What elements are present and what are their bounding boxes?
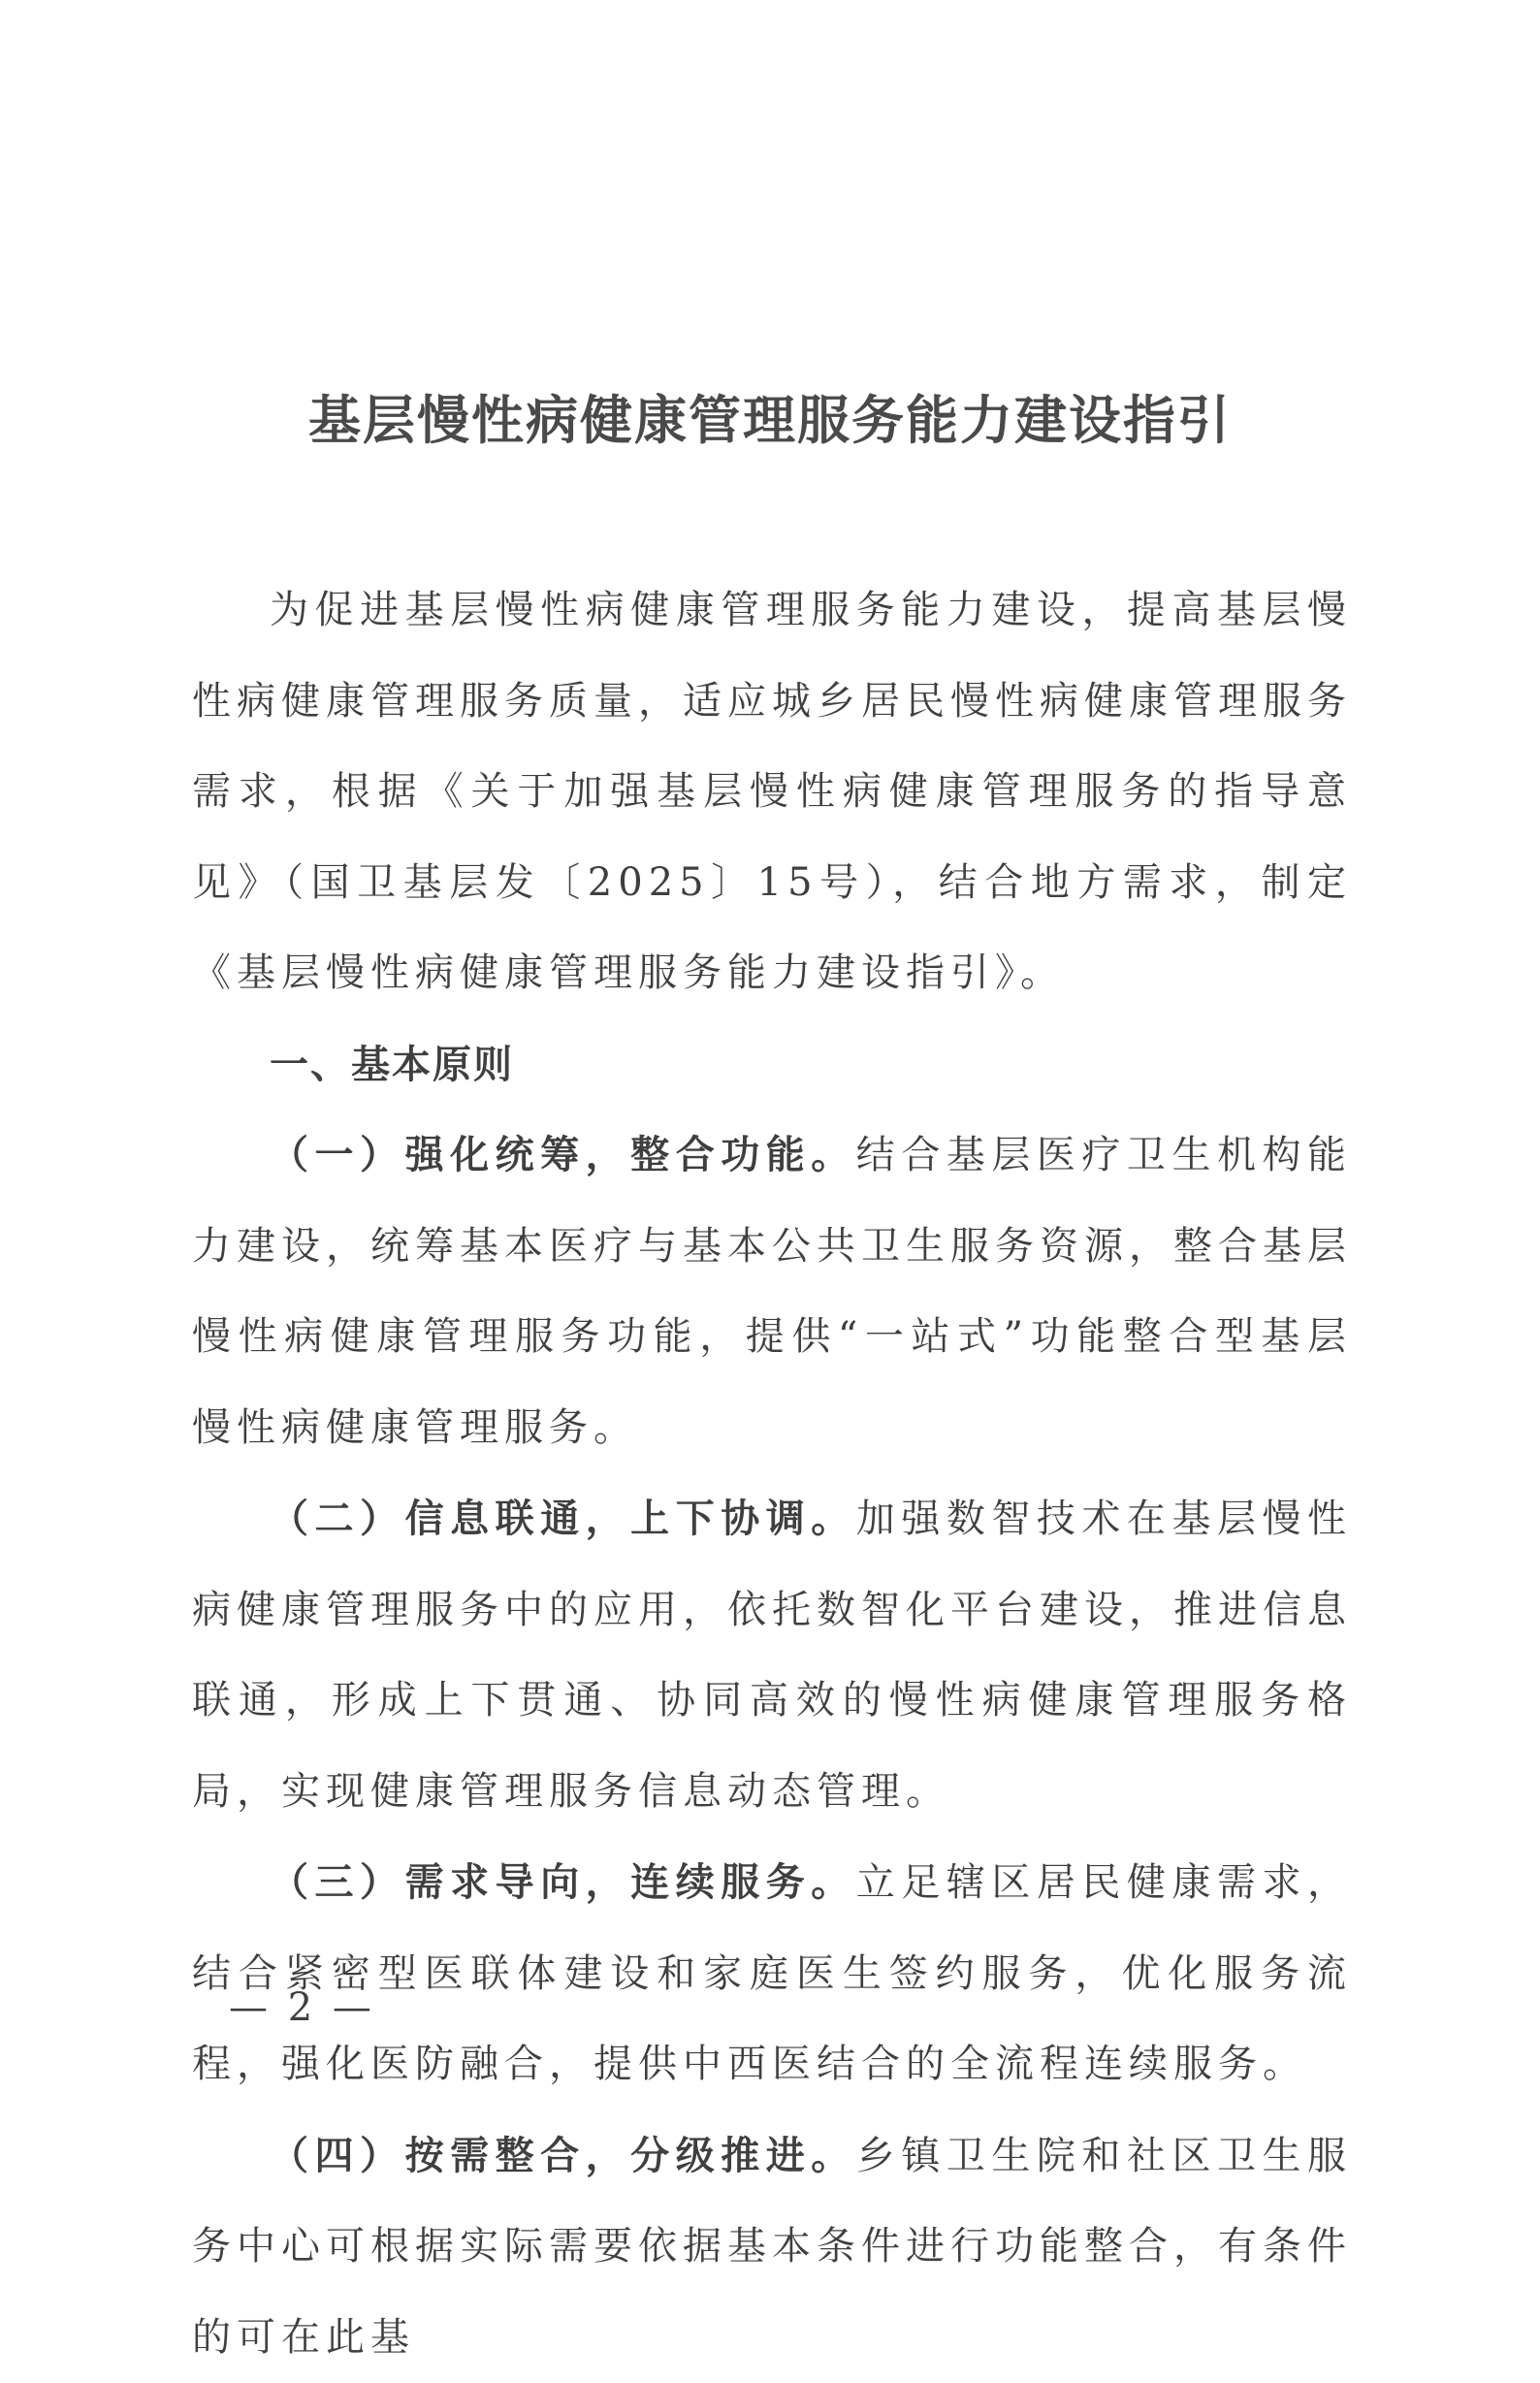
principle-text-4: 乡镇卫生院和社区卫生服务中心可根据实际需要依据基本条件进行功能整合，有条件的可在此基	[192, 2134, 1352, 2360]
principle-lead-3: （三）需求导向，连续服务。	[270, 1859, 856, 1905]
principle-text-3: 立足辖区居民健康需求，结合紧密型医联体建设和家庭医生签约服务，优化服务流程，强化医防融合，提供中西医结合的全流程连续服务。	[192, 1860, 1352, 2086]
principle-lead-2: （二）信息联通，上下协调。	[270, 1496, 856, 1541]
principle-text-2: 加强数智技术在基层慢性病健康管理服务中的应用，依托数智化平台建设，推进信息联通，形成上下贯通、协同高效的慢性病健康管理服务格局，实现健康管理服务信息动态管理。	[192, 1497, 1352, 1814]
page-number: — 2 —	[229, 1979, 375, 2037]
intro-paragraph: 为促进基层慢性病健康管理服务能力建设，提高基层慢性病健康管理服务质量，适应城乡居民慢性病健康管理服务需求，根据《关于加强基层慢性病健康管理服务的指导意见》（国卫基层发〔2025〕15号），结合地方需求，制定《基层慢性病健康管理服务能力建设指引》。	[192, 565, 1352, 1019]
principle-lead-1: （一）强化统筹，整合功能。	[270, 1132, 856, 1177]
section-heading-basic-principles: 一、基本原则	[192, 1019, 1352, 1111]
document-body	[192, 565, 1352, 2383]
principle-paragraph-2	[192, 1473, 1352, 1837]
principle-text-1: 结合基层医疗卫生机构能力建设，统筹基本医疗与基本公共卫生服务资源，整合基层慢性病健康管理服务功能，提供“一站式”功能整合型基层慢性病健康管理服务。	[192, 1133, 1352, 1450]
document-title: 基层慢性病健康管理服务能力建设指引	[0, 381, 1540, 459]
principle-paragraph-4	[192, 2110, 1352, 2383]
principle-lead-4: （四）按需整合，分级推进。	[270, 2133, 856, 2178]
principle-paragraph-3	[192, 1837, 1352, 2110]
principle-paragraph-1	[192, 1110, 1352, 1473]
